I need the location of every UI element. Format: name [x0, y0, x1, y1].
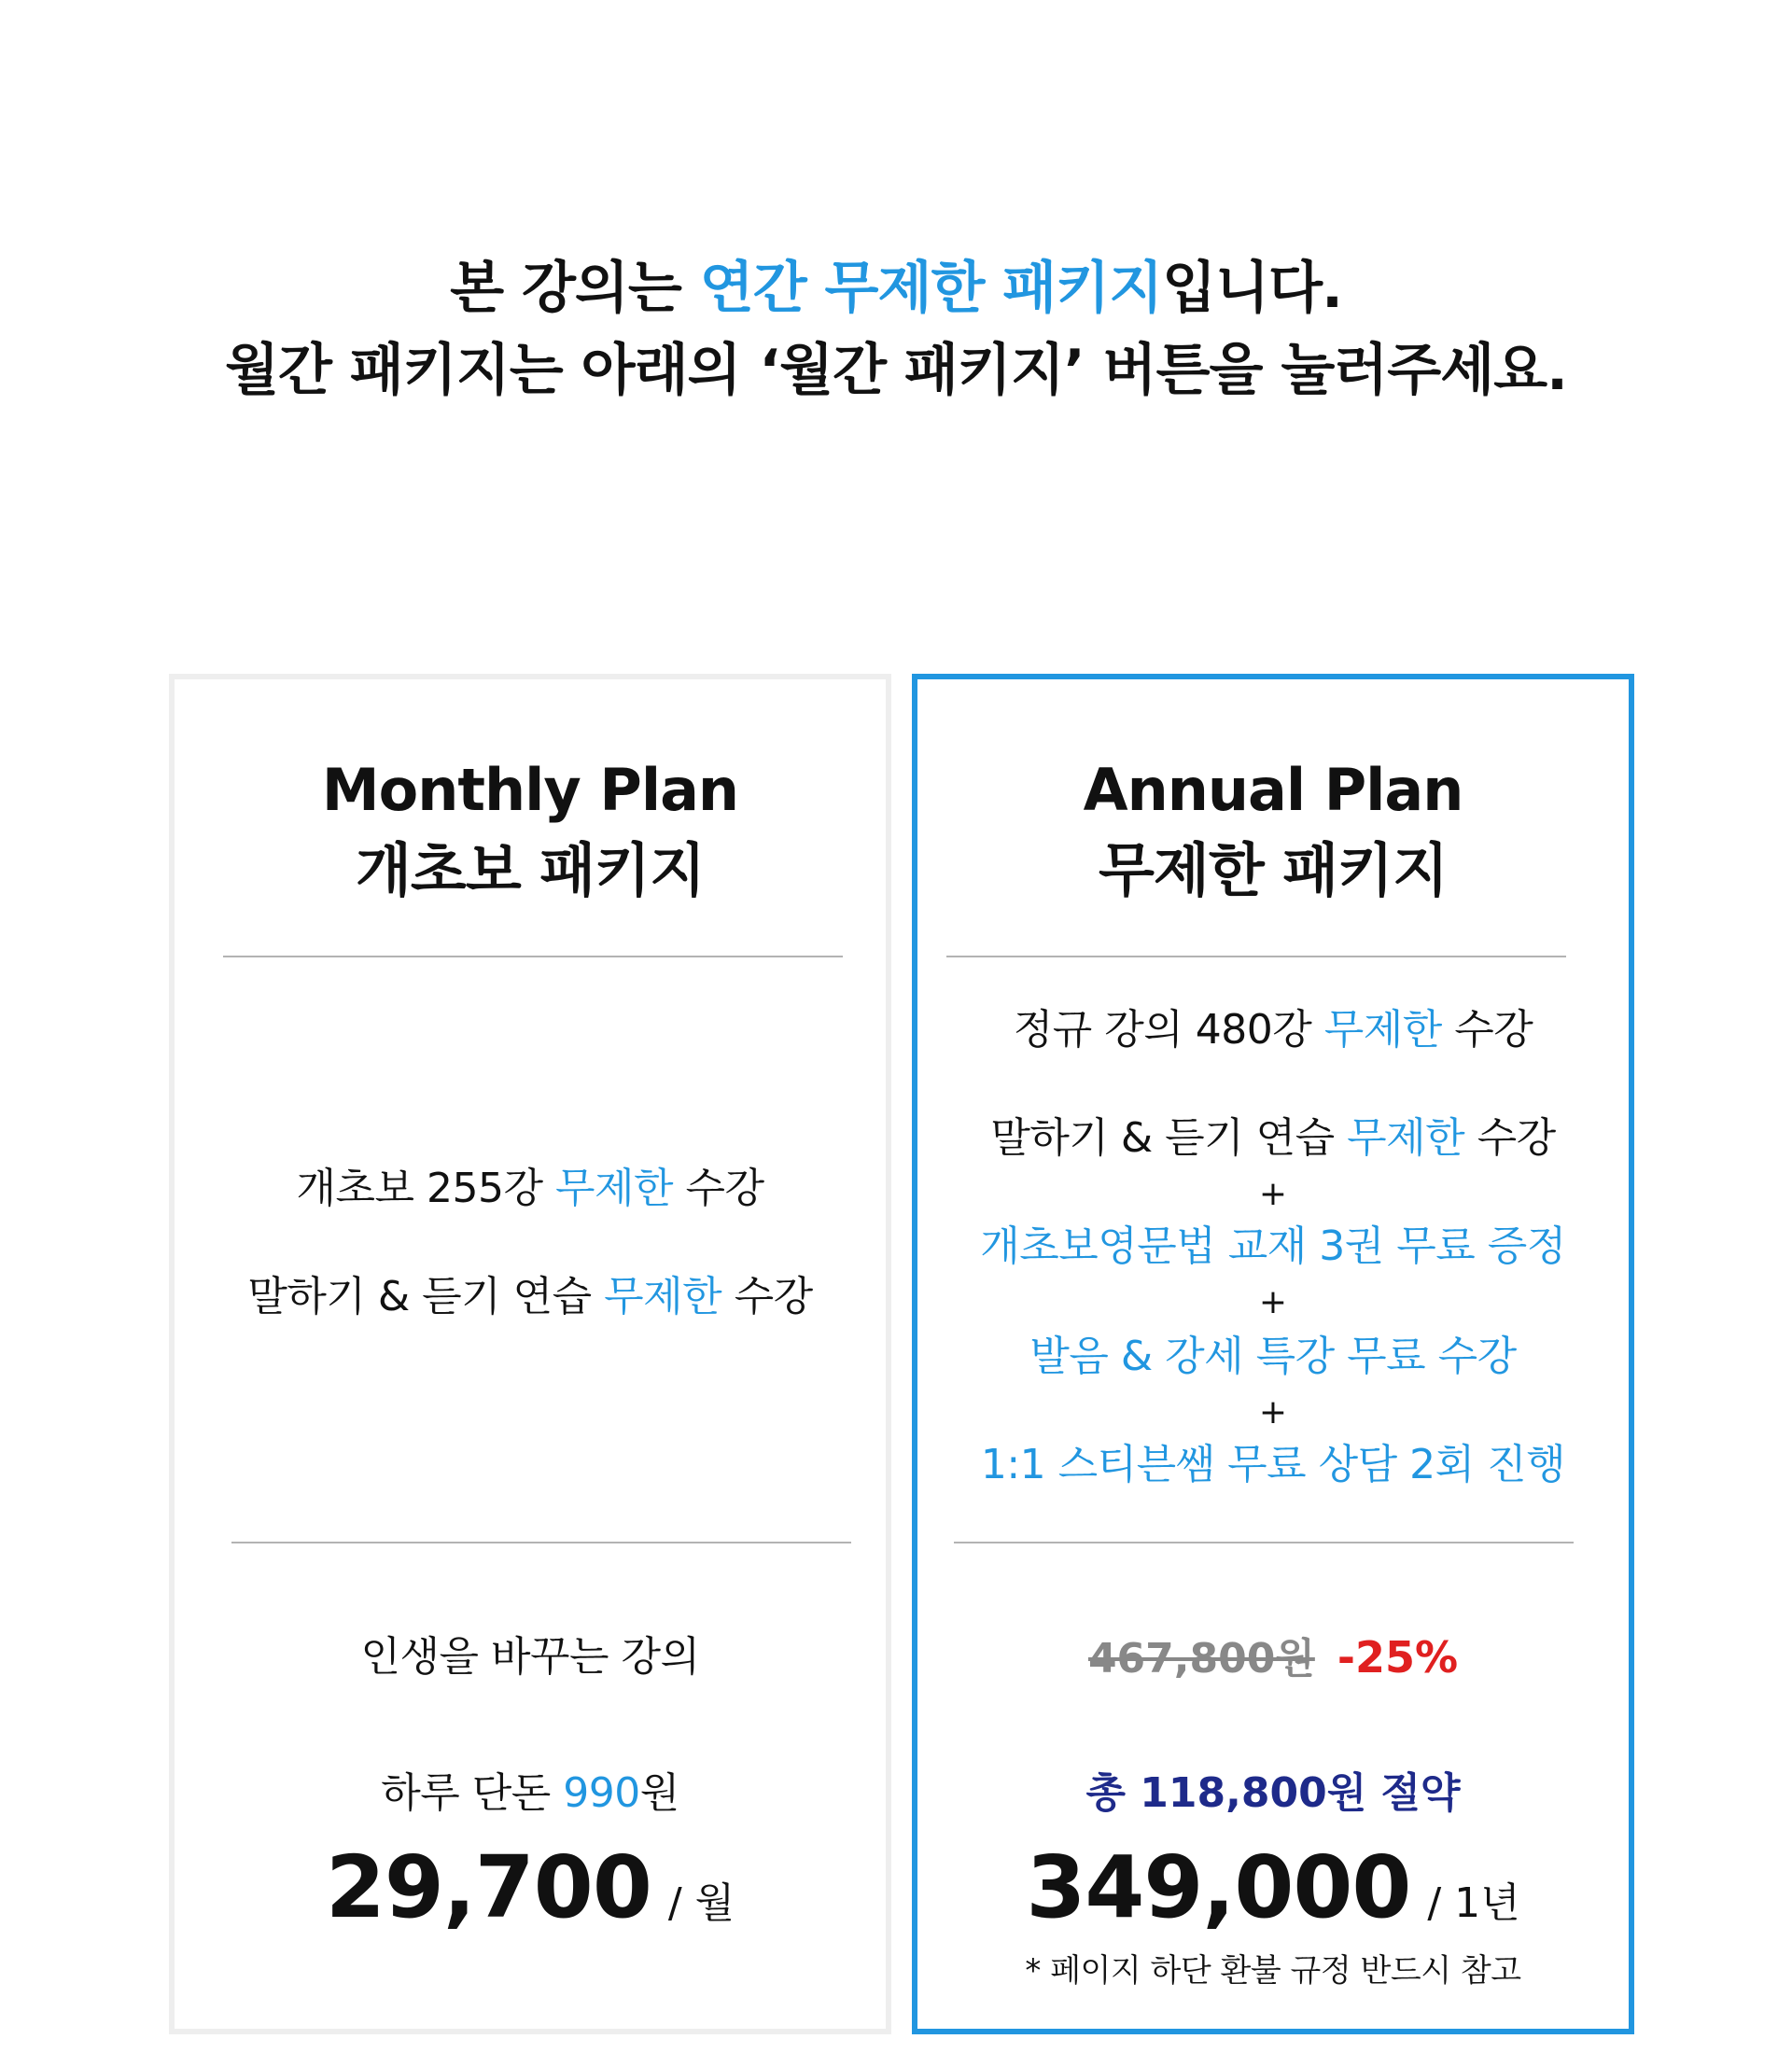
- annual-plan-title-en: Annual Plan: [1083, 756, 1463, 824]
- annual-bonus-3: 1:1 스티븐쌤 무료 상담 2회 진행: [980, 1441, 1566, 1488]
- annual-feature-1-accent: 무제한: [1323, 1006, 1442, 1054]
- monthly-plan-title-ko: 개초보 패키지: [356, 836, 705, 904]
- annual-bonus-1: 개초보영문법 교재 3권 무료 증정: [980, 1222, 1566, 1270]
- monthly-daily-pre: 하루 단돈: [381, 1769, 564, 1817]
- annual-feature-2-text: 말하기 & 듣기 연습: [990, 1114, 1348, 1162]
- monthly-feature-2-accent: 무제한: [604, 1273, 722, 1320]
- annual-feature-2: [917, 1112, 1629, 1165]
- annual-plus-2: +: [1258, 1283, 1288, 1321]
- annual-saving: 총 118,800원 절약: [1085, 1769, 1461, 1817]
- monthly-feature-2-suffix: 수강: [721, 1273, 813, 1320]
- annual-plus-1: +: [1258, 1175, 1288, 1213]
- monthly-price-row: [175, 1837, 886, 1963]
- headline-line-1-post: 입니다.: [1162, 256, 1342, 321]
- monthly-daily-price: [175, 1767, 886, 1820]
- monthly-divider-top: [223, 956, 843, 957]
- refund-note: * 페이지 하단 환불 규정 반드시 참고: [1025, 1952, 1521, 1990]
- discount-badge: -25%: [1337, 1632, 1459, 1683]
- headline: [0, 247, 1792, 412]
- headline-line-1: [0, 247, 1792, 329]
- monthly-feature-1: [175, 1163, 886, 1215]
- headline-line-2: 월간 패키지는 아래의 ‘월간 패키지’ 버튼을 눌러주세요.: [225, 338, 1567, 403]
- monthly-price-unit: / 월: [667, 1879, 735, 1927]
- annual-feature-1-text: 정규 강의 480강: [1013, 1006, 1324, 1054]
- annual-feature-2-suffix: 수강: [1464, 1114, 1556, 1162]
- monthly-daily-unit: 원: [639, 1769, 679, 1817]
- monthly-feature-1-accent: 무제한: [554, 1165, 673, 1212]
- annual-plan-title: [917, 750, 1629, 911]
- headline-line-1-pre: 본 강의는: [450, 256, 700, 321]
- annual-price-unit: / 1년: [1427, 1879, 1520, 1927]
- annual-price-row: [917, 1837, 1629, 1963]
- annual-feature-2-accent: 무제한: [1347, 1114, 1465, 1162]
- monthly-feature-1-suffix: 수강: [673, 1165, 764, 1212]
- monthly-plan-title-en: Monthly Plan: [321, 756, 739, 824]
- annual-plan-title-ko: 무제한 패키지: [1099, 836, 1448, 904]
- monthly-feature-2: [175, 1271, 886, 1323]
- monthly-divider-bottom: [231, 1542, 851, 1543]
- monthly-tagline: 인생을 바꾸는 강의: [360, 1633, 700, 1681]
- headline-line-1-accent: 연간 무제한 패키지: [699, 256, 1163, 321]
- monthly-plan-card[interactable]: [169, 674, 891, 2034]
- annual-original-price: 467,800원: [1087, 1635, 1315, 1683]
- annual-divider-top: [946, 956, 1566, 957]
- monthly-plan-title: [175, 750, 886, 911]
- annual-plan-card[interactable]: [912, 674, 1634, 2034]
- annual-feature-1: [917, 1004, 1629, 1056]
- annual-feature-1-suffix: 수강: [1441, 1006, 1533, 1054]
- annual-price: 349,000: [1026, 1837, 1411, 1937]
- monthly-feature-2-text: 말하기 & 듣기 연습: [247, 1273, 605, 1320]
- annual-divider-bottom: [954, 1542, 1574, 1543]
- annual-bonus-2: 발음 & 강세 특강 무료 수강: [1029, 1333, 1517, 1380]
- annual-plus-3: +: [1258, 1393, 1288, 1432]
- monthly-feature-1-text: 개초보 255강: [296, 1165, 555, 1212]
- annual-discount-row: [917, 1631, 1629, 1694]
- monthly-daily-amount: 990: [563, 1769, 640, 1817]
- annual-saving-row: [917, 1767, 1629, 1828]
- monthly-price: 29,700: [325, 1837, 651, 1937]
